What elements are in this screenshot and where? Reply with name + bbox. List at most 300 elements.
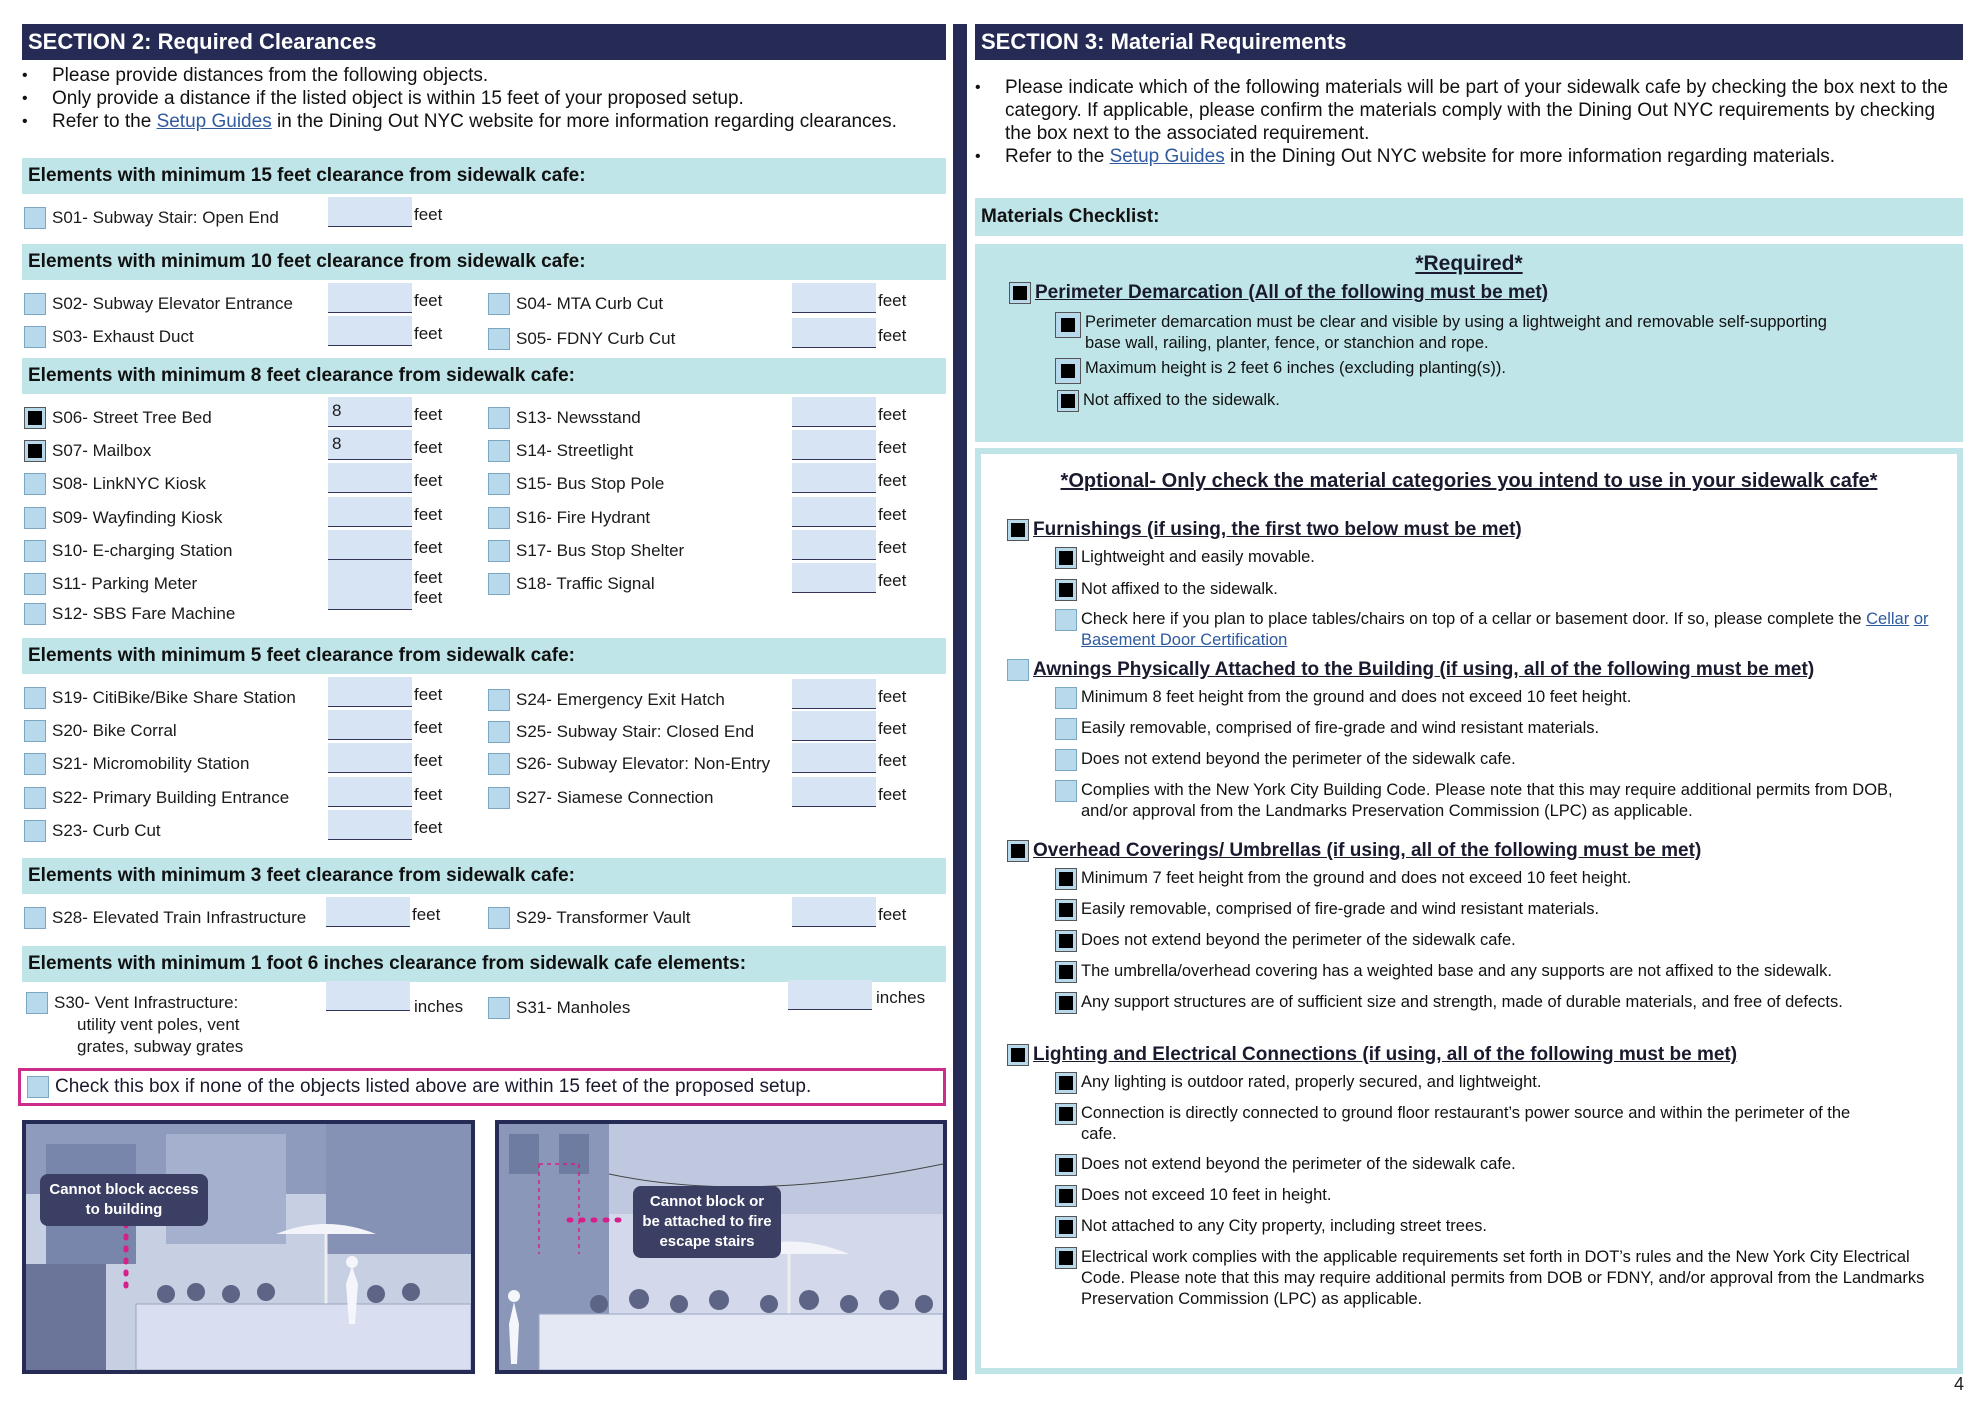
- label-s27: S27- Siamese Connection: [516, 788, 714, 807]
- lighting-req-2: [1055, 1103, 1875, 1145]
- perimeter-req-2: [1055, 358, 1963, 384]
- lighting-req-6-text: Electrical work complies with the applicable requirements set forth in DOT’s rules and the New York City Electrical Code. Please note that this may require additional permits from DOB or FDNY, and/or approval from the Landmarks Preservation Commission (LPC) as applicable.: [1081, 1248, 1925, 1308]
- checkbox-s07[interactable]: [24, 440, 46, 462]
- lighting-req-6: [1055, 1247, 1945, 1310]
- overhead-req-1-text: Minimum 7 feet height from the ground and does not exceed 10 feet height.: [1081, 869, 1632, 887]
- label-s07: S07- Mailbox: [52, 441, 152, 460]
- item-s08: [24, 470, 206, 498]
- unit-s22: feet: [414, 785, 443, 804]
- item-s03: [24, 323, 194, 351]
- distance-s28: [326, 897, 440, 927]
- field-s09[interactable]: [328, 497, 412, 527]
- unit-s25: feet: [878, 719, 907, 738]
- overhead-group: [1007, 840, 1957, 862]
- distance-s06: [328, 397, 442, 427]
- overhead-req-5-checkbox[interactable]: [1055, 992, 1077, 1014]
- lighting-req-3-checkbox[interactable]: [1055, 1154, 1077, 1176]
- furnishings-req-1: [1055, 547, 1957, 569]
- column-divider: [953, 24, 967, 1380]
- field-s12[interactable]: [328, 588, 412, 610]
- label-s12: S12- SBS Fare Machine: [52, 604, 236, 623]
- unit-s29: feet: [878, 905, 907, 924]
- perimeter-checkbox[interactable]: [1009, 282, 1031, 304]
- label-s21: S21- Micromobility Station: [52, 754, 250, 773]
- item-s14: [488, 437, 633, 465]
- item-s23: [24, 817, 161, 845]
- section-3-instructions: [975, 76, 1963, 168]
- item-s20: [24, 717, 177, 745]
- item-s26: [488, 750, 770, 778]
- unit-s31: inches: [876, 988, 926, 1007]
- label-s24: S24- Emergency Exit Hatch: [516, 690, 725, 709]
- item-s25: [488, 718, 754, 746]
- unit-s03: feet: [414, 324, 443, 343]
- furnishings-req-2: [1055, 579, 1957, 601]
- field-s05[interactable]: [792, 318, 876, 348]
- lighting-req-1-checkbox[interactable]: [1055, 1072, 1077, 1094]
- furnishings-req-3-text: [1081, 609, 1945, 651]
- item-s13: [488, 404, 641, 432]
- label-s23: S23- Curb Cut: [52, 821, 161, 840]
- item-s10: [24, 537, 233, 565]
- unit-s26: feet: [878, 751, 907, 770]
- distance-s05: [792, 318, 906, 348]
- checkbox-s18[interactable]: [488, 573, 510, 595]
- band-1-foot-6-inches: Elements with minimum 1 foot 6 inches clearance from sidewalk cafe elements:: [22, 946, 946, 982]
- awnings-req-3: [1055, 749, 1957, 771]
- field-s06[interactable]: 8: [328, 397, 412, 427]
- awnings-title: Awnings Physically Attached to the Building (if using, all of the following must be met): [1033, 659, 1815, 680]
- furnishings-req-2-checkbox[interactable]: [1055, 579, 1077, 601]
- field-s19[interactable]: [328, 677, 412, 707]
- item-s12: [24, 600, 235, 628]
- callout-fire-escape-line1: Cannot block or: [649, 1193, 765, 1210]
- checkbox-s20[interactable]: [24, 720, 46, 742]
- lighting-req-4-checkbox[interactable]: [1055, 1185, 1077, 1207]
- label-s13: S13- Newsstand: [516, 408, 641, 427]
- label-s14: S14- Streetlight: [516, 441, 634, 460]
- page-number: 4: [1953, 1374, 1964, 1394]
- checkbox-s11[interactable]: [24, 573, 46, 595]
- label-s17: S17- Bus Stop Shelter: [516, 541, 685, 560]
- checkbox-s08[interactable]: [24, 473, 46, 495]
- s3-setup-guides-link[interactable]: Setup Guides: [1109, 146, 1225, 167]
- furnishings-req-2-text: Not affixed to the sidewalk.: [1081, 580, 1278, 598]
- unit-s12: feet: [414, 588, 443, 607]
- checkbox-s02[interactable]: [24, 293, 46, 315]
- item-s27: [488, 784, 714, 812]
- label-s04: S04- MTA Curb Cut: [516, 294, 664, 313]
- band-10-feet: Elements with minimum 10 feet clearance from sidewalk cafe:: [22, 244, 946, 280]
- distance-s09: [328, 497, 442, 527]
- label-s18: S18- Traffic Signal: [516, 574, 655, 593]
- item-s28: [24, 904, 306, 932]
- field-s11[interactable]: [328, 560, 412, 590]
- label-s02: S02- Subway Elevator Entrance: [52, 294, 293, 313]
- label-s10: S10- E-charging Station: [52, 541, 233, 560]
- lighting-req-3: [1055, 1154, 1957, 1176]
- checkbox-s19[interactable]: [24, 687, 46, 709]
- lighting-req-1: [1055, 1072, 1957, 1094]
- item-s30: [26, 992, 243, 1058]
- distance-s12: [328, 588, 442, 610]
- awnings-req-1-text: Minimum 8 feet height from the ground and does not exceed 10 feet height.: [1081, 688, 1632, 706]
- callout-building-access-line1: Cannot block access: [49, 1181, 199, 1198]
- checkbox-s14[interactable]: [488, 440, 510, 462]
- field-s13[interactable]: [792, 397, 876, 427]
- awnings-req-2-checkbox[interactable]: [1055, 718, 1077, 740]
- overhead-req-3: [1055, 930, 1957, 952]
- distance-s03: [328, 316, 442, 346]
- field-s03[interactable]: [328, 316, 412, 346]
- checkbox-s23[interactable]: [24, 820, 46, 842]
- unit-s06: feet: [414, 405, 443, 424]
- awnings-req-4-text: Complies with the New York City Building Code. Please note that this may require additional permits from DOB, and/or approval from the Landmarks Preservation Commission (LPC) as applicable.: [1081, 781, 1893, 820]
- perimeter-req-2-checkbox[interactable]: [1055, 358, 1081, 384]
- lighting-checkbox[interactable]: [1007, 1044, 1029, 1066]
- overhead-req-3-checkbox[interactable]: [1055, 930, 1077, 952]
- checkbox-s17[interactable]: [488, 540, 510, 562]
- awnings-req-4-checkbox[interactable]: [1055, 780, 1077, 802]
- lighting-req-5-checkbox[interactable]: [1055, 1216, 1077, 1238]
- item-s24: [488, 686, 725, 714]
- distance-s07: [328, 430, 442, 460]
- label-s03: S03- Exhaust Duct: [52, 327, 194, 346]
- distance-s26: [792, 743, 906, 773]
- furnishings-req-3-prefix: Check here if you plan to place tables/chairs on top of a cellar or basement door. If so, please complete the: [1081, 610, 1867, 628]
- distance-s02: [328, 283, 442, 313]
- checkbox-s30[interactable]: [26, 992, 48, 1014]
- label-s29: S29- Transformer Vault: [516, 908, 691, 927]
- checkbox-s22[interactable]: [24, 787, 46, 809]
- none-within-15-feet-label: Check this box if none of the objects listed above are within 15 feet of the proposed setup.: [55, 1076, 812, 1097]
- field-s24[interactable]: [792, 679, 876, 709]
- checkbox-s26[interactable]: [488, 753, 510, 775]
- distance-s18: [792, 563, 906, 593]
- instruction-3-suffix: in the Dining Out NYC website for more information regarding clearances.: [271, 111, 897, 132]
- section-2-title: SECTION 2: Required Clearances: [22, 24, 946, 60]
- materials-checklist-band: Materials Checklist:: [975, 198, 1963, 236]
- awnings-req-2: [1055, 718, 1957, 740]
- item-s01: [24, 204, 279, 232]
- perimeter-req-3: [1057, 390, 1963, 412]
- s3-instruction-2: [975, 145, 1957, 168]
- label-s28: S28- Elevated Train Infrastructure: [52, 908, 307, 927]
- awnings-group: [1007, 659, 1957, 681]
- lighting-req-1-text: Any lighting is outdoor rated, properly secured, and lightweight.: [1081, 1073, 1542, 1091]
- distance-s11: [328, 560, 442, 590]
- callout-fire-escape-line3: escape stairs: [659, 1233, 755, 1250]
- field-s30[interactable]: [326, 981, 410, 1011]
- field-s20[interactable]: [328, 710, 412, 740]
- s3-instruction-2-suffix: in the Dining Out NYC website for more information regarding materials.: [1224, 146, 1836, 167]
- distance-s10: [328, 530, 442, 560]
- distance-s27: [792, 777, 906, 807]
- cellar-certification-link[interactable]: Cellar: [1866, 610, 1910, 628]
- furnishings-group: [1007, 519, 1957, 541]
- perimeter-req-1-text: Perimeter demarcation must be clear and visible by using a lightweight and removable self-supporting base wall, railing, planter, fence, or stanchion and rope.: [1085, 313, 1827, 352]
- distance-s04: [792, 283, 906, 313]
- distance-s29: [792, 897, 906, 927]
- section-2: [22, 24, 946, 1384]
- checkbox-s09[interactable]: [24, 507, 46, 529]
- lighting-req-2-checkbox[interactable]: [1055, 1103, 1077, 1125]
- lighting-req-5: [1055, 1216, 1957, 1238]
- perimeter-group: [1009, 282, 1963, 304]
- unit-s08: feet: [414, 471, 443, 490]
- overhead-title: Overhead Coverings/ Umbrellas (if using, all of the following must be met): [1033, 840, 1702, 861]
- field-s07[interactable]: 8: [328, 430, 412, 460]
- lighting-req-2-text: Connection is directly connected to ground floor restaurant’s power source and within the perimeter of the cafe.: [1081, 1104, 1851, 1143]
- unit-s05: feet: [878, 326, 907, 345]
- checkbox-s03[interactable]: [24, 326, 46, 348]
- lighting-req-4-text: Does not exceed 10 feet in height.: [1081, 1186, 1332, 1204]
- overhead-req-5-text: Any support structures are of sufficient size and strength, made of durable materials, and free of defects.: [1081, 993, 1843, 1011]
- required-title: *Required*: [1415, 252, 1523, 275]
- unit-s09: feet: [414, 505, 443, 524]
- overhead-req-2: [1055, 899, 1957, 921]
- instruction-3-prefix: Refer to the: [52, 111, 157, 132]
- item-s07: [24, 437, 151, 465]
- furnishings-req-3-checkbox[interactable]: [1055, 609, 1077, 631]
- label-s31: S31- Manholes: [516, 998, 631, 1017]
- callout-fire-escape: [633, 1186, 781, 1258]
- section-3: [975, 24, 1963, 1384]
- unit-s16: feet: [878, 505, 907, 524]
- building-access-illustration-image: [26, 1124, 471, 1370]
- field-s01[interactable]: [328, 197, 412, 227]
- checkbox-s10[interactable]: [24, 540, 46, 562]
- callout-building-access-line2: to building: [85, 1201, 163, 1218]
- field-s15[interactable]: [792, 463, 876, 493]
- distance-s20: [328, 710, 442, 740]
- label-s16: S16- Fire Hydrant: [516, 508, 651, 527]
- field-s22[interactable]: [328, 777, 412, 807]
- unit-s17: feet: [878, 538, 907, 557]
- item-s19: [24, 684, 296, 712]
- item-s22: [24, 784, 289, 812]
- awnings-req-3-checkbox[interactable]: [1055, 749, 1077, 771]
- item-s29: [488, 904, 690, 932]
- label-s30: S30- Vent Infrastructure:: [54, 993, 239, 1012]
- field-s10[interactable]: [328, 530, 412, 560]
- distance-s15: [792, 463, 906, 493]
- band-15-feet: Elements with minimum 15 feet clearance from sidewalk cafe:: [22, 158, 946, 194]
- field-s28[interactable]: [326, 897, 410, 927]
- unit-s01: feet: [414, 205, 443, 224]
- s3-instruction-1: • Please indicate which of the following materials will be part of your sidewalk cafe by checking the box next to the category. If applicable, please confirm the materials comply with the Dining Out NYC requirements by checking the box next to the associated requirement.: [975, 76, 1957, 145]
- checkbox-s25[interactable]: [488, 721, 510, 743]
- overhead-req-4: [1055, 961, 1957, 983]
- illustration-fire-escape: [495, 1120, 947, 1374]
- field-s26[interactable]: [792, 743, 876, 773]
- s3-instruction-2-prefix: Refer to the: [1005, 146, 1110, 167]
- checkbox-s24[interactable]: [488, 689, 510, 711]
- lighting-group: [1007, 1044, 1957, 1066]
- item-s17: [488, 537, 684, 565]
- unit-s15: feet: [878, 471, 907, 490]
- checkbox-s01[interactable]: [24, 207, 46, 229]
- setup-guides-link[interactable]: Setup Guides: [156, 111, 272, 132]
- label-s11: S11- Parking Meter: [52, 574, 198, 593]
- field-s18[interactable]: [792, 563, 876, 593]
- distance-s13: [792, 397, 906, 427]
- awnings-req-1: [1055, 687, 1957, 709]
- awnings-req-3-text: Does not extend beyond the perimeter of the sidewalk cafe.: [1081, 750, 1516, 768]
- label-s25: S25- Subway Stair: Closed End: [516, 722, 755, 741]
- item-s16: [488, 504, 650, 532]
- lighting-title: Lighting and Electrical Connections (if using, all of the following must be met): [1033, 1044, 1738, 1065]
- instruction-1: • Please provide distances from the following objects.: [22, 64, 946, 87]
- field-s02[interactable]: [328, 283, 412, 313]
- unit-s14: feet: [878, 438, 907, 457]
- distance-s22: [328, 777, 442, 807]
- field-s25[interactable]: [792, 711, 876, 741]
- unit-s10: feet: [414, 538, 443, 557]
- checkbox-s29[interactable]: [488, 907, 510, 929]
- label-s30-line2: utility vent poles, vent: [77, 1015, 240, 1034]
- checkbox-s16[interactable]: [488, 507, 510, 529]
- furnishings-req-3: [1055, 609, 1945, 651]
- item-s06: [24, 404, 212, 432]
- field-s16[interactable]: [792, 497, 876, 527]
- field-s17[interactable]: [792, 530, 876, 560]
- unit-s19: feet: [414, 685, 443, 704]
- label-s05: S05- FDNY Curb Cut: [516, 329, 676, 348]
- none-within-15-feet-checkbox[interactable]: [27, 1076, 49, 1098]
- distance-s14: [792, 430, 906, 460]
- optional-box: [975, 448, 1963, 1374]
- label-s01: S01- Subway Stair: Open End: [52, 208, 279, 227]
- unit-s27: feet: [878, 785, 907, 804]
- furnishings-checkbox[interactable]: [1007, 519, 1029, 541]
- furnishings-req-1-checkbox[interactable]: [1055, 547, 1077, 569]
- band-3-feet: Elements with minimum 3 feet clearance from sidewalk cafe:: [22, 858, 946, 894]
- furnishings-req-1-text: Lightweight and easily movable.: [1081, 548, 1315, 566]
- overhead-checkbox[interactable]: [1007, 840, 1029, 862]
- lighting-req-6-checkbox[interactable]: [1055, 1247, 1077, 1269]
- checkbox-s06[interactable]: [24, 407, 46, 429]
- item-s05: [488, 325, 675, 353]
- label-s08: S08- LinkNYC Kiosk: [52, 474, 207, 493]
- callout-building-access: [40, 1174, 208, 1226]
- overhead-req-2-text: Easily removable, comprised of fire-grade and wind resistant materials.: [1081, 900, 1600, 918]
- checkbox-s12[interactable]: [24, 603, 46, 625]
- field-s29[interactable]: [792, 897, 876, 927]
- item-s21: [24, 750, 249, 778]
- distance-s19: [328, 677, 442, 707]
- required-box: [975, 244, 1963, 442]
- checkbox-s31[interactable]: [488, 997, 510, 1019]
- unit-s11: feet: [414, 568, 443, 587]
- item-s18: [488, 570, 655, 598]
- checkbox-s04[interactable]: [488, 293, 510, 315]
- overhead-req-3-text: Does not extend beyond the perimeter of the sidewalk cafe.: [1081, 931, 1516, 949]
- item-s09: [24, 504, 222, 532]
- overhead-req-2-checkbox[interactable]: [1055, 899, 1077, 921]
- instruction-2: • Only provide a distance if the listed object is within 15 feet of your proposed setup.: [22, 87, 946, 110]
- awnings-checkbox[interactable]: [1007, 659, 1029, 681]
- unit-s18: feet: [878, 571, 907, 590]
- unit-s07: feet: [414, 438, 443, 457]
- label-s22: S22- Primary Building Entrance: [52, 788, 290, 807]
- distance-s23: [328, 810, 442, 840]
- overhead-req-1-checkbox[interactable]: [1055, 868, 1077, 890]
- distance-s31: [788, 980, 925, 1010]
- unit-s23: feet: [414, 818, 443, 837]
- distance-s24: [792, 679, 906, 709]
- perimeter-req-1-checkbox[interactable]: [1055, 312, 1081, 338]
- field-s31[interactable]: [788, 980, 872, 1010]
- item-s04: [488, 290, 663, 318]
- illustration-building-access: [22, 1120, 475, 1374]
- band-8-feet: Elements with minimum 8 feet clearance from sidewalk cafe:: [22, 358, 946, 394]
- lighting-req-3-text: Does not extend beyond the perimeter of the sidewalk cafe.: [1081, 1155, 1516, 1173]
- perimeter-req-1: [1055, 312, 1855, 354]
- field-s14[interactable]: [792, 430, 876, 460]
- field-s04[interactable]: [792, 283, 876, 313]
- field-s27[interactable]: [792, 777, 876, 807]
- distance-s17: [792, 530, 906, 560]
- item-s31: [488, 994, 630, 1022]
- label-s19: S19- CitiBike/Bike Share Station: [52, 688, 296, 707]
- cellar-certification-link-2[interactable]: or Basement Door Certification: [1081, 610, 1929, 649]
- unit-s30: inches: [414, 997, 464, 1016]
- overhead-req-4-text: The umbrella/overhead covering has a weighted base and any supports are not affixed to the sidewalk.: [1081, 962, 1832, 980]
- unit-s13: feet: [878, 405, 907, 424]
- unit-s21: feet: [414, 751, 443, 770]
- lighting-req-4: [1055, 1185, 1957, 1207]
- label-s15: S15- Bus Stop Pole: [516, 474, 665, 493]
- distance-s16: [792, 497, 906, 527]
- checkbox-s21[interactable]: [24, 753, 46, 775]
- checkbox-s13[interactable]: [488, 407, 510, 429]
- distance-s01: [328, 197, 442, 227]
- unit-s24: feet: [878, 687, 907, 706]
- awnings-req-2-text: Easily removable, comprised of fire-grade and wind resistant materials.: [1081, 719, 1600, 737]
- distance-s25: [792, 711, 906, 741]
- distance-s30: [326, 981, 464, 1016]
- distance-s21: [328, 743, 442, 773]
- overhead-req-1: [1055, 868, 1957, 890]
- perimeter-req-3-text: Not affixed to the sidewalk.: [1083, 391, 1280, 409]
- perimeter-req-2-text: Maximum height is 2 feet 6 inches (excluding planting(s)).: [1085, 359, 1506, 377]
- perimeter-req-3-checkbox[interactable]: [1057, 390, 1079, 412]
- unit-s02: feet: [414, 291, 443, 310]
- label-s30-line3: grates, subway grates: [77, 1037, 244, 1056]
- awnings-req-1-checkbox[interactable]: [1055, 687, 1077, 709]
- furnishings-title: Furnishings (if using, the first two below must be met): [1033, 519, 1522, 540]
- item-s15: [488, 470, 664, 498]
- field-s21[interactable]: [328, 743, 412, 773]
- field-s23[interactable]: [328, 810, 412, 840]
- band-5-feet: Elements with minimum 5 feet clearance from sidewalk cafe:: [22, 638, 946, 674]
- checkbox-s05[interactable]: [488, 328, 510, 350]
- unit-s20: feet: [414, 718, 443, 737]
- label-s26: S26- Subway Elevator: Non-Entry: [516, 754, 771, 773]
- instruction-3: [22, 110, 946, 133]
- unit-s04: feet: [878, 291, 907, 310]
- checkbox-s27[interactable]: [488, 787, 510, 809]
- checkbox-s15[interactable]: [488, 473, 510, 495]
- perimeter-title: Perimeter Demarcation (All of the following must be met): [1035, 282, 1549, 303]
- label-s20: S20- Bike Corral: [52, 721, 177, 740]
- unit-s28: feet: [412, 905, 441, 924]
- checkbox-s28[interactable]: [24, 907, 46, 929]
- overhead-req-4-checkbox[interactable]: [1055, 961, 1077, 983]
- awnings-req-4: [1055, 780, 1935, 822]
- field-s08[interactable]: [328, 463, 412, 493]
